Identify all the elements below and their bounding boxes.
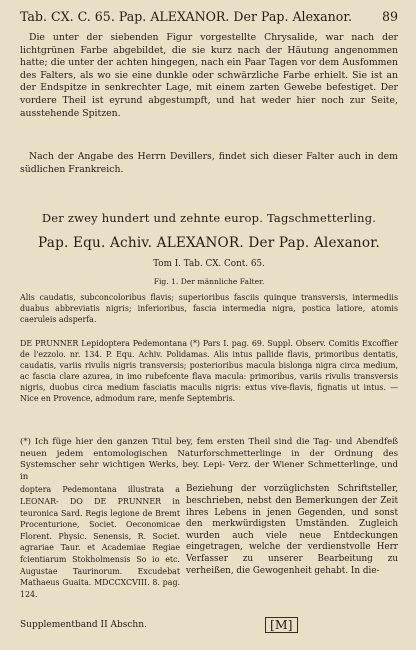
signature-mark: [M] bbox=[265, 617, 298, 633]
footnote-german-text: Beziehung der vorzüglichsten Schriftsteller, beschrieben, nebst den Bemerkungen der Zeit ihres Lebens in jenen Gegenden, und sonst den merkwürdigsten Umständen. Zugleich wurden auch viele neue Entdeckungen eingetragen, welche der verdienstvolle Herr Verfasser zu unserer Bearbeitung zu verheißen, die Gewogenheit gehabt. In die- bbox=[186, 484, 398, 576]
intro-paragraph-chrysalis: Die unter der siebenden Figur vorgestellte Chrysalide, war nach der lichtgrünen Farbe abgebildet, die sie kurz nach der Häutung angenommen hatte; die unter der achten hingegen, nach ein Paar Tagen vor dem Ausfommen des Falters, als wo sie eine dunkle oder schwärzliche Farbe erhielt. Sie ist an der Endspitze in senkrechter Lage, mit einem zarten Gewebe befestiget. Der vordere Theil ist eyrund abgestumpft, und hat weder hier noch zur Seite, ausstehende Spitzen. bbox=[20, 32, 398, 119]
prunner-citation bbox=[20, 338, 398, 405]
species-name-heading: Pap. Equ. Achiv. ALEXANOR. Der Pap. Alexanor. bbox=[38, 235, 380, 251]
footnote bbox=[20, 437, 398, 600]
footnote-latin-title: doptera Pedemontana illustrata a LEONAR- DO DE PRUNNER in teuronica Sard. Regis legione de Bremt Procenturione, Societ. Oeconomicae Florent. Physic. Senensis, R. Societ. agrariae Taur. et Academiae Regiae fcientiarum Stokholmensis So io etc. Augustae Taurinorum. Excudebat Mathaeus Guaita. MDCCXCVIII. 8. pag. 124. bbox=[20, 485, 180, 599]
footnote-columns bbox=[20, 484, 398, 600]
page-number: 89 bbox=[381, 9, 398, 24]
running-header bbox=[20, 9, 398, 25]
species-number-heading: Der zwey hundert und zehnte europ. Tagschmetterling. bbox=[41, 211, 377, 225]
plate-reference: Tom I. Tab. CX. Cont. 65. bbox=[153, 259, 265, 269]
figure-caption: Fig. 1. Der männliche Falter. bbox=[153, 277, 265, 286]
intro-paragraph-distribution: Nach der Angabe des Herrn Devillers, findet sich dieser Falter auch in dem südlichen Frankreich. bbox=[20, 151, 398, 175]
latin-diagnosis bbox=[20, 292, 398, 325]
running-title: Tab. CX. C. 65. Pap. ALEXANOR. Der Pap. Alexanor. bbox=[20, 9, 352, 24]
latin-diagnosis-text: Alis caudatis, subconcoloribus flavis; superioribus fasciis quinque transversis, intermediis duabus abbreviatis nigris; inferioribus, fascia intermedia nigra, postica latiore, atomis caeruleis adsperfa. bbox=[20, 293, 398, 325]
page-footer bbox=[20, 617, 398, 635]
footer-volume-label: Supplementband II Abschn. bbox=[20, 620, 147, 630]
prunner-citation-text: DE PRUNNER Lepidoptera Pedemontana (*) Pars I. pag. 69. Suppl. Observ. Comitis Excoffier de l'ezzolo. nr. 134. P. Equ. Achiv. Polidamas. Alis intus pallide flavis, primoribus dentatis, caudatis, variis rivulis nigris transversis; posterioribus macula bislonga nigra circa medium, ac fascia clare azurea, in imo rubefcente flava macula: primoribus, variis rivulis transversis nigris, duobus circa medium fasciatis maculis nigris: extus vive-flavis, fignatis ut intus. — Nice en Provence, admodum rare, menfe Septembris. bbox=[20, 339, 398, 404]
footnote-opening: (*) Ich füge hier den ganzen Titul bey, fem ersten Theil sind die Tag- und Abendfeß neuen jedem entomologischen Naturforschmetterlinge in der Ordnung des Systemscher sehr wichtigen Werks, bey. Lepi- Verz. der Wiener Schmetterlinge, und in bbox=[20, 437, 398, 482]
